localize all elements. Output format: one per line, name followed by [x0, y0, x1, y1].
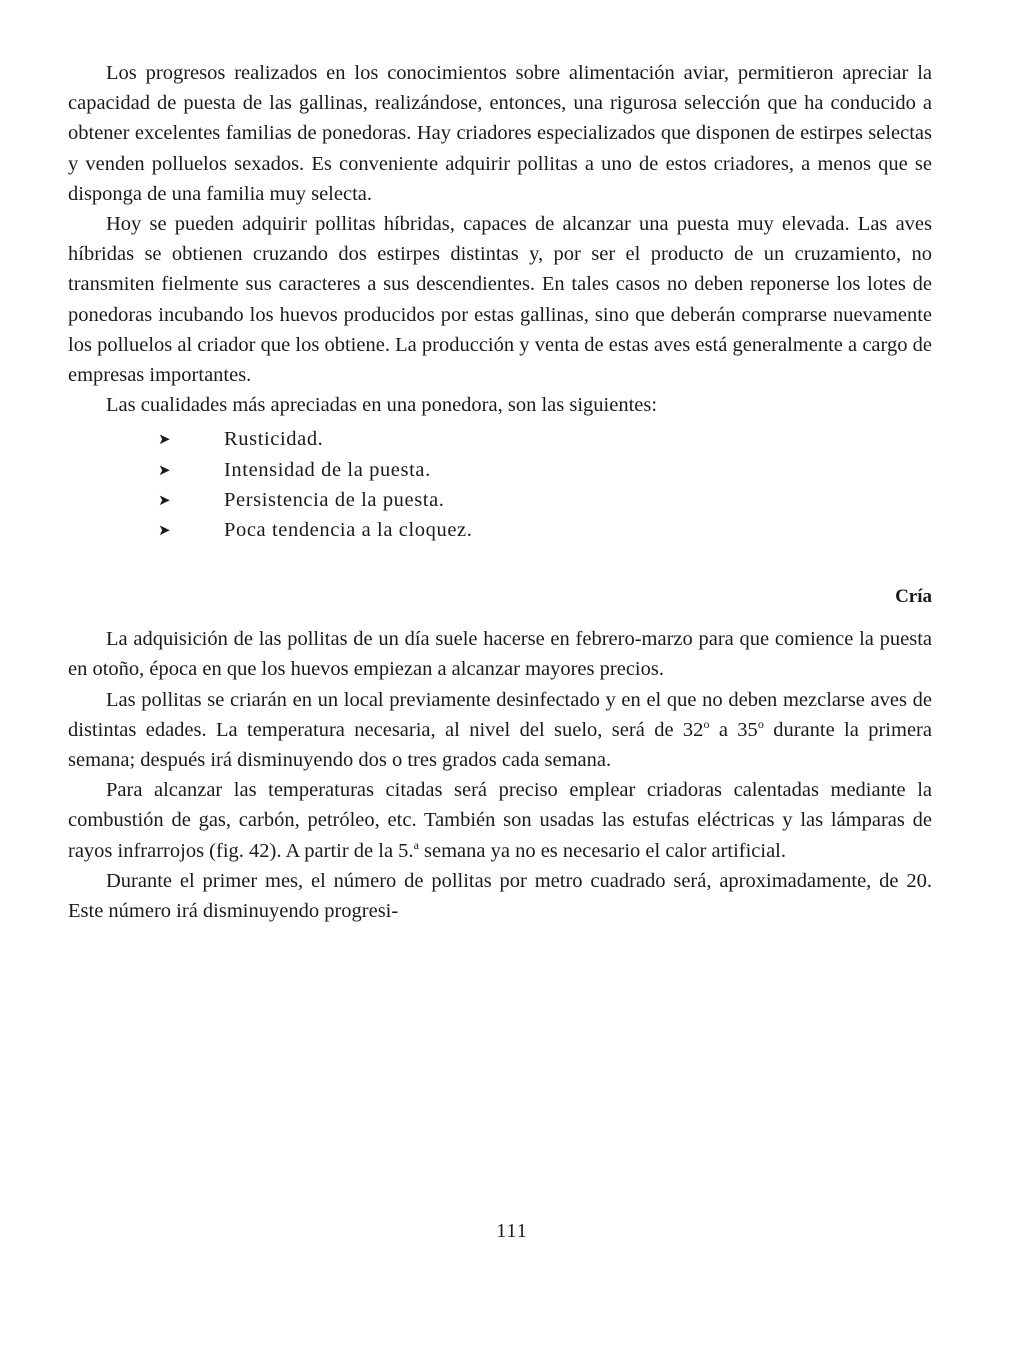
- list-item: [158, 485, 932, 515]
- paragraph-cualidades: Las cualidades más apreciadas en una ponedora, son las siguientes:: [106, 394, 658, 417]
- section-heading-cria: Cría: [895, 586, 932, 608]
- list-item-text: Intensidad de la puesta.: [224, 458, 431, 481]
- list-item-text: Persistencia de la puesta.: [224, 488, 445, 511]
- paragraph-densidad: Durante el primer mes, el número de pollitas por metro cuadrado será, aproximadamente, de 20. Este número irá disminuyendo progresi-: [68, 869, 932, 923]
- arrow-bullet-icon: ➤: [158, 490, 172, 509]
- list-item: [158, 515, 932, 545]
- list-item: [158, 455, 932, 485]
- paragraph-alimentacion: Los progresos realizados en los conocimientos sobre alimentación aviar, permitieron apreciar la capacidad de puesta de las gallinas, realizándose, entonces, una rigurosa selección que ha conducido a obtener excelentes familias de ponedoras. Hay criadores especializados que disponen de estirpes selectas y venden polluelos sexados. Es conveniente adquirir pollitas a uno de estos criadores, a menos que se disponga de una familia muy selecta.: [68, 62, 932, 205]
- page-body: [68, 58, 932, 926]
- list-item-text: Rusticidad.: [224, 428, 324, 451]
- paragraph-criadoras: Para alcanzar las temperaturas citadas será preciso emplear criadoras calentadas mediante la combustión de gas, carbón, petróleo, etc. También son usadas las estufas eléctricas y las lámparas de rayos infrarrojos (fig. 42). A partir de la 5.$^a$ semana ya no es necesario el calor artificial.: [68, 779, 932, 862]
- arrow-bullet-icon: ➤: [158, 521, 172, 540]
- paragraph-hibridas: Hoy se pueden adquirir pollitas híbridas, capaces de alcanzar una puesta muy elevada. Las aves híbridas se obtienen cruzando dos estirpes distintas y, por ser el producto de un cruzamiento, no transmiten fielmente sus caracteres a sus descendientes. En tales casos no deben reponerse los lotes de ponedoras incubando los huevos producidos por estas gallinas, sino que deberán comprarse nuevamente los polluelos al criador que los obtiene. La producción y venta de estas aves está generalmente a cargo de empresas importantes.: [68, 213, 932, 387]
- list-item: [158, 424, 932, 454]
- paragraph-adquisicion: La adquisición de las pollitas de un día suele hacerse en febrero-marzo para que comience la puesta en otoño, época en que los huevos empiezan a alcanzar mayores precios.: [68, 628, 932, 681]
- arrow-bullet-icon: ➤: [158, 430, 172, 449]
- list-item-text: Poca tendencia a la cloquez.: [224, 519, 473, 542]
- page-number: 111: [496, 1220, 528, 1242]
- paragraph-temperatura: Las pollitas se criarán en un local previamente desinfectado y en el que no deben mezclarse aves de distintas edades. La temperatura necesaria, al nivel del suelo, será de 32$^o$ a 35$^o$ durante la primera semana; después irá disminuyendo dos o tres grados cada semana.: [68, 688, 932, 772]
- arrow-bullet-icon: ➤: [158, 460, 172, 479]
- qualities-list: [68, 424, 932, 545]
